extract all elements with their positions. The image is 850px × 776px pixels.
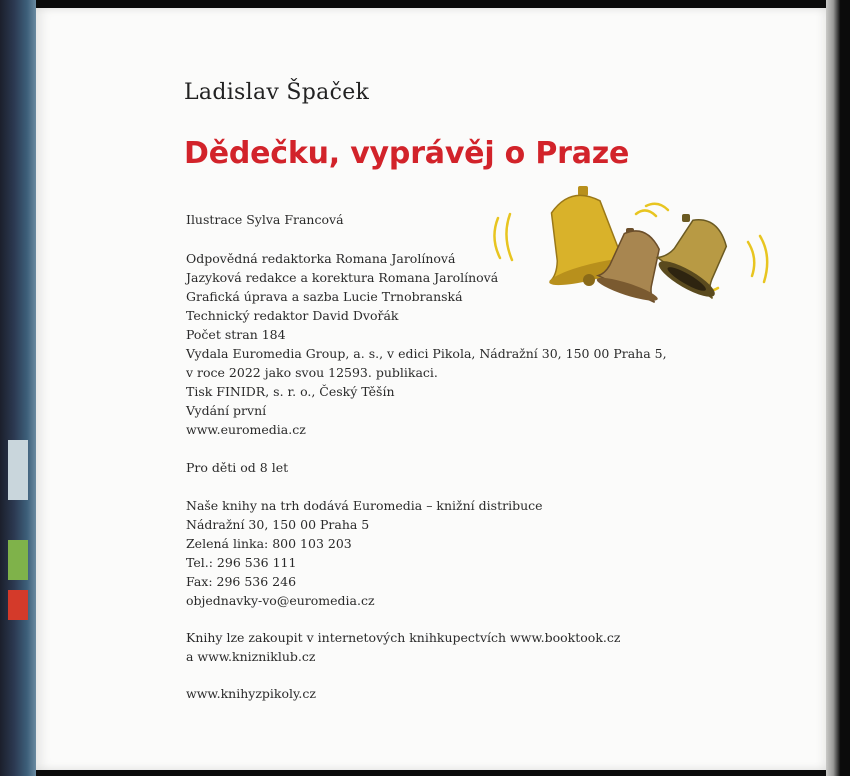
bells-illustration [486, 176, 776, 316]
distribution-address: Nádražní 30, 150 00 Praha 5 [186, 517, 370, 532]
spine-decoration [8, 540, 28, 580]
distribution-phone: Tel.: 296 536 111 [186, 555, 297, 570]
credit-layout: Grafická úprava a sazba Lucie Trnobranská [186, 289, 463, 304]
credit-pages: Počet stran 184 [186, 327, 286, 342]
age-recommendation: Pro děti od 8 let [186, 460, 289, 475]
credit-printer: Tisk FINIDR, s. r. o., Český Těšín [186, 384, 395, 399]
credit-proofreading: Jazyková redakce a korektura Romana Jarolínová [186, 270, 499, 285]
credit-publisher-line-1: Vydala Euromedia Group, a. s., v edici Pikola, Nádražní 30, 150 00 Praha 5, [186, 346, 667, 361]
spine-decoration [8, 590, 28, 620]
shops-line-2: a www.knizniklub.cz [186, 649, 316, 664]
shops-line-1: Knihy lze zakoupit v internetových knihkupectvích www.booktook.cz [186, 630, 621, 645]
spine-decoration [8, 440, 28, 500]
credit-publisher-line-2: v roce 2022 jako svou 12593. publikaci. [186, 365, 438, 380]
credit-illustration: Ilustrace Sylva Francová [186, 212, 344, 227]
credit-website: www.euromedia.cz [186, 422, 306, 437]
book-edge-right [826, 0, 850, 776]
author-name: Ladislav Špaček [184, 80, 370, 105]
pikola-website: www.knihyzpikoly.cz [186, 686, 316, 701]
credit-tech-editor: Technický redaktor David Dvořák [186, 308, 399, 323]
distribution-line: Naše knihy na trh dodává Euromedia – knižní distribuce [186, 498, 543, 513]
distribution-hotline: Zelená linka: 800 103 203 [186, 536, 352, 551]
book-title: Dědečku, vyprávěj o Praze [184, 136, 630, 171]
olive-bell-icon [654, 208, 745, 302]
credit-edition: Vydání první [186, 403, 267, 418]
book-page [36, 8, 826, 770]
book-spine-left [0, 0, 36, 776]
distribution-email: objednavky-vo@euromedia.cz [186, 593, 375, 608]
distribution-fax: Fax: 296 536 246 [186, 574, 297, 589]
credit-editor: Odpovědná redaktorka Romana Jarolínová [186, 251, 456, 266]
